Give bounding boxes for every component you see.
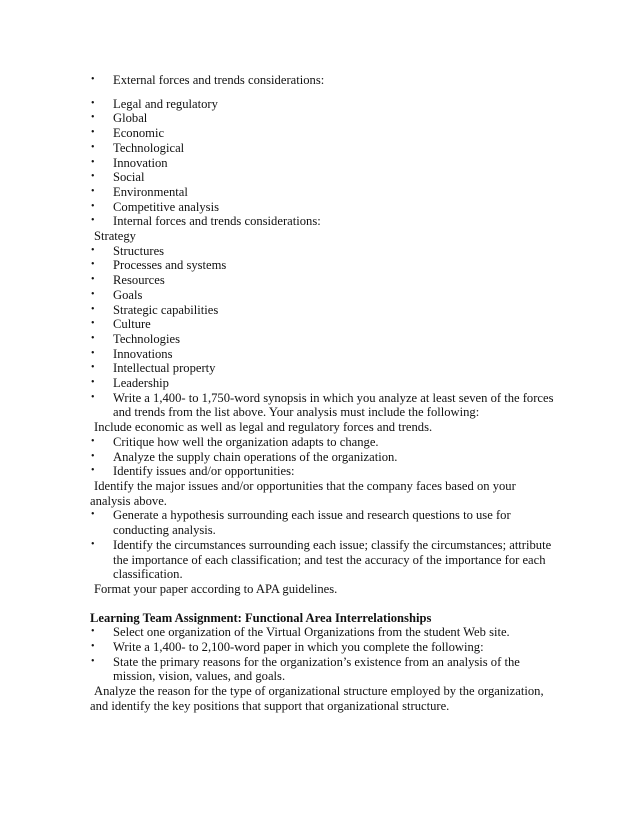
bullet-processes-systems <box>90 258 560 273</box>
bullet-identify-circumstances <box>90 538 560 582</box>
bullet-icon: • <box>91 318 95 330</box>
bullet-text: Leadership <box>113 376 169 391</box>
bullet-icon: • <box>91 97 95 109</box>
bullet-technologies <box>90 332 560 347</box>
bullet-text: Identify issues and/or opportunities: <box>113 464 295 479</box>
bullet-icon: • <box>91 538 95 550</box>
bullet-text: Identify the circumstances surrounding each issue; classify the circumstances; attribute the importance of each classification; and test the accuracy of the importance for each classification. <box>113 537 552 582</box>
bullet-competitive-analysis <box>90 200 560 215</box>
text-format-apa: Format your paper according to APA guidelines. <box>94 581 338 596</box>
bullet-culture <box>90 317 560 332</box>
bullet-analyze-supply-chain <box>90 450 560 465</box>
bullet-icon: • <box>91 244 95 256</box>
bullet-text: Legal and regulatory <box>113 96 218 111</box>
bullet-text: Environmental <box>113 184 188 199</box>
bullet-text: Structures <box>113 243 165 258</box>
bullet-icon: • <box>91 141 95 153</box>
document-page <box>90 73 560 714</box>
bullet-icon: • <box>91 288 95 300</box>
bullet-icon: • <box>91 465 95 477</box>
bullet-icon: • <box>91 347 95 359</box>
bullet-text: Innovations <box>113 346 173 361</box>
bullet-icon: • <box>91 450 95 462</box>
bullet-text: State the primary reasons for the organization’s existence from an analysis of the mission, vision, values, and goals. <box>113 654 520 684</box>
bullet-icon: • <box>91 655 95 667</box>
bullet-text: Intellectual property <box>113 361 216 376</box>
bullet-text: Write a 1,400- to 1,750-word synopsis in which you analyze at least seven of the forces and trends from the list above. Your analysis must include the following: <box>113 390 554 420</box>
text-key-positions: and identify the key positions that support that organizational structure. <box>90 698 450 713</box>
bullet-select-organization <box>90 625 560 640</box>
bullet-icon: • <box>91 74 95 85</box>
bullet-internal-forces-heading <box>90 214 560 229</box>
bullet-goals <box>90 288 560 303</box>
bullet-state-reasons <box>90 655 560 684</box>
bullet-generate-hypothesis <box>90 508 560 537</box>
bullet-icon: • <box>91 391 95 403</box>
bullet-icon: • <box>91 641 95 653</box>
bullet-write-paper <box>90 640 560 655</box>
bullet-economic <box>90 126 560 141</box>
bullet-text: Social <box>113 170 145 185</box>
bullet-text: Processes and systems <box>113 258 227 273</box>
bullet-text: Technological <box>113 140 185 155</box>
bullet-intellectual-property <box>90 361 560 376</box>
text-include-economic: Include economic as well as legal and regulatory forces and trends. <box>94 420 433 435</box>
bullet-text: External forces and trends considerations: <box>113 73 325 87</box>
bullet-text: Strategic capabilities <box>113 302 219 317</box>
bullet-icon: • <box>91 362 95 374</box>
bullet-text: Generate a hypothesis surrounding each issue and research questions to use for conducting analysis. <box>113 508 511 538</box>
bullet-icon: • <box>91 332 95 344</box>
bullet-text: Analyze the supply chain operations of the organization. <box>113 449 398 464</box>
bullet-icon: • <box>91 200 95 212</box>
bullet-icon: • <box>91 127 95 139</box>
bullet-icon: • <box>91 171 95 183</box>
bullet-icon: • <box>91 509 95 521</box>
bullet-text: Select one organization of the Virtual Organizations from the student Web site. <box>113 625 510 640</box>
bullet-text: Internal forces and trends considerations: <box>113 214 321 229</box>
text-analysis-above: analysis above. <box>90 493 167 508</box>
bullet-text: Technologies <box>113 331 180 346</box>
bullet-text: Goals <box>113 287 143 302</box>
bullet-text: Innovation <box>113 155 168 170</box>
bullet-text: Competitive analysis <box>113 199 219 214</box>
bullet-text: Critique how well the organization adapts to change. <box>113 434 379 449</box>
bullet-legal-regulatory <box>90 97 560 112</box>
bullet-text: Global <box>113 111 148 126</box>
bullet-icon: • <box>91 435 95 447</box>
text-identify-major-issues: Identify the major issues and/or opportunities that the company faces based on your <box>94 478 516 493</box>
bullet-social <box>90 170 560 185</box>
bullet-icon: • <box>91 274 95 286</box>
bullet-icon: • <box>91 185 95 197</box>
section-heading-learning-team: Learning Team Assignment: Functional Area Interrelationships <box>90 610 432 625</box>
bullet-leadership <box>90 376 560 391</box>
bullet-icon: • <box>91 303 95 315</box>
bullet-external-forces-heading <box>90 73 560 88</box>
bullet-icon: • <box>91 259 95 271</box>
bullet-innovations <box>90 347 560 362</box>
bullet-innovation <box>90 156 560 171</box>
bullet-icon: • <box>91 215 95 227</box>
bullet-technological <box>90 141 560 156</box>
bullet-text: Resources <box>113 273 165 288</box>
bullet-text: Culture <box>113 317 151 332</box>
bullet-critique-adaptation <box>90 435 560 450</box>
bullet-resources <box>90 273 560 288</box>
bullet-structures <box>90 244 560 259</box>
spacer <box>90 88 560 97</box>
bullet-identify-issues <box>90 464 560 479</box>
bullet-global <box>90 111 560 126</box>
bullet-icon: • <box>91 112 95 124</box>
bullet-strategic-capabilities <box>90 303 560 318</box>
bullet-write-synopsis <box>90 391 560 420</box>
bullet-icon: • <box>91 377 95 389</box>
bullet-icon: • <box>91 156 95 168</box>
text-strategy: Strategy <box>94 229 136 244</box>
bullet-environmental <box>90 185 560 200</box>
spacer <box>90 597 560 611</box>
bullet-text: Economic <box>113 126 165 141</box>
bullet-text: Write a 1,400- to 2,100-word paper in which you complete the following: <box>113 640 484 655</box>
text-analyze-structure: Analyze the reason for the type of organizational structure employed by the organization, <box>94 684 544 699</box>
bullet-icon: • <box>91 626 95 638</box>
